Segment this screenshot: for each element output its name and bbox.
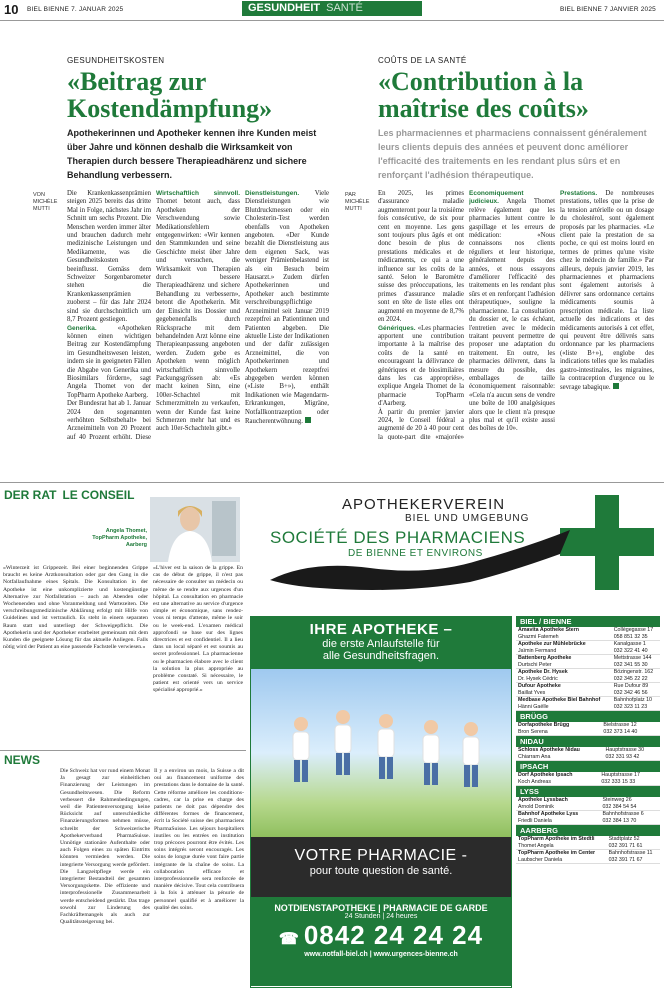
ad-hours: 24 Stunden | 24 heures: [344, 913, 418, 920]
pharmacy-phone[interactable]: 032 322 41 40: [613, 647, 648, 654]
pharmacy-phone[interactable]: 058 851 32 35: [613, 633, 648, 640]
pharmacy-name: TopPharm Apotheke im Center: [518, 850, 596, 856]
article-de-title-line2: Kostendämpfung»: [67, 94, 273, 123]
pharmacy-contact-cell: [607, 850, 660, 864]
pharmacy-table: [516, 836, 660, 864]
pharmacy-contact-cell: [607, 836, 660, 850]
article-de-col3b: Viele Dienstleistungen wie Blutdruckmessen oder ein Cholesterin-Test werden ebenfalls von Apotheken angeboten. «Der Kunde bezahlt die Dienstleistung aus dem eigenen Sack, was weniger Prämienbelastend ist als ein Besuch beim Hausarzt.» Zudem dürfen Apothekerinnen und Apotheker auch bestimmte verschreibungspflichtige Arzneimittel seit Januar 2019 rezeptfrei an Patientinnen und Patienten abgeben. Die aktuelle Liste der Indikationen und der dafür zulässigen Arzneimittel, die von Apothekerinnen und Apothekern rezeptfrei abgegeben werden können («Liste B+»), enthält Indikationen wie Magendarm-Erkrankungen, Migräne, Notfallkontrazeption oder Raucherentwöhnung.: [245, 190, 329, 425]
pharmacy-address: Mettstrasse 144: [613, 655, 652, 661]
pharmacy-phone[interactable]: 032 342 46 56: [613, 689, 648, 696]
pharmacy-phone[interactable]: 032 384 13 70: [602, 817, 637, 824]
pharmacy-row[interactable]: [516, 683, 660, 697]
pharmacy-address: Stadtplatz 52: [608, 836, 640, 842]
pharmacy-table: [516, 772, 660, 786]
article-fr-sub1: Génériques.: [378, 324, 416, 332]
pharmacy-phone[interactable]: 032 323 11 23: [613, 703, 648, 710]
logo-line2: BIEL UND UMGEBUNG: [405, 513, 530, 524]
pharmacist-name: Chiarram Ana: [518, 753, 551, 760]
pharmacy-contact-cell: [601, 722, 660, 736]
header-right-info: BIEL BIENNE 7 JANVIER 2025: [560, 6, 656, 13]
pharmacy-contact-cell: [612, 655, 660, 669]
pharmacist-name: Friedli Daniela: [518, 817, 552, 824]
page-header: [0, 0, 664, 21]
article-de-byline: VON MICHÈLE MUTTI: [33, 192, 58, 212]
article-fr-col2: [469, 190, 555, 440]
article-fr-title: [378, 68, 648, 122]
pharmacy-name: TopPharm Apotheke im Stedtli: [518, 836, 595, 842]
pharmacy-phone[interactable]: 032 384 54 54: [602, 803, 637, 810]
ad-header-fr: [251, 837, 511, 897]
pharmacy-name: Dorfapotheke Brügg: [518, 722, 570, 728]
region-header: NIDAU: [516, 736, 660, 747]
article-de-col1-text: Die Krankenkassenprämien steigen 2025 bereits das dritte Mal in Folge, nächstes Jahr im Schnitt um sechs Prozent. Die Menschen werden immer älter und brauchen dadurch mehr medizinische Leistungen und Medikamente, was die Gesundheitskosten beeinflusst. Gemäss dem Schweizer Sorgenbarometer stehen die Krankenkassenprämien zuoberst – für das Jahr 2024 sind sie durchschnittlich um 8,7 Prozent gestiegen.: [67, 190, 151, 324]
pharmacy-row[interactable]: [516, 669, 660, 683]
pharmacy-name: Bahnhof Apotheke Lyss: [518, 811, 579, 817]
pharmacy-name-cell: [516, 669, 612, 683]
pharmacy-name: Schloss Apotheke Nidau: [518, 747, 580, 753]
pharmacist-name: Bron Serena: [518, 728, 548, 735]
pharmacy-row[interactable]: [516, 850, 660, 864]
pharmacy-name-cell: [516, 641, 612, 655]
pharmacist-name: Hänni Gaëlle: [518, 703, 549, 710]
article-de-col3: [245, 190, 329, 440]
kids-jumping-image: [251, 669, 511, 837]
pharmacy-contact-cell: [612, 641, 660, 655]
pharmacist-name: Jaïmin Fermand: [518, 647, 557, 654]
article-fr-col3: [560, 190, 654, 440]
phone-icon: ☎: [278, 931, 300, 948]
pharmacy-name-cell: [516, 627, 612, 641]
pharmacy-name-cell: [516, 811, 600, 825]
pharmacy-table: [516, 627, 660, 711]
divider: [0, 482, 664, 483]
article-de-col2b: Thomet betont auch, dass Apotheken der Verschwendung sowie Medikationsfehlern entgegenwirken: «Wir kennen den Stammkunden und seine Geschichte meist über Jahre und versuchen, die Wirksamkeit von Therapien durch bessere Therapieadhärenz und sichere Behandlung zu verbessern», betont die Apothekerin. Mit der Einsicht ins Dossier und gegebenenfalls durch Rücksprache mit dem behandelnden Arzt könne eine Therapieanpassung angeboten werden. Zudem gebe es Apotheken wenn möglich wirtschaftlich sinnvolle Packungsgrössen ab: «Es macht keinen Sinn, eine 100er-Schachtel mit Schmerzmitteln zu verkaufen, wenn der Kunde fast keine Schmerzen mehr hat und es auch 10er-Schachteln gibt.»: [156, 198, 240, 433]
pharmacy-contact-cell: [612, 683, 660, 697]
region-header: IPSACH: [516, 761, 660, 772]
ad-phone-row: [251, 920, 511, 951]
pharmacy-name: Medbase Apotheke Biel Bahnhof: [518, 697, 601, 703]
caption-name: Angela Thomet,: [105, 528, 147, 534]
pharmacy-row[interactable]: [516, 797, 660, 811]
region-header: LYSS: [516, 786, 660, 797]
article-fr-col1c: À partir du premier janvier 2024, le Conseil fédéral a augmenté de 20 à 40 pour cent la quote-part dite «majorée»: [378, 408, 464, 440]
pharmacy-contact-cell: [603, 747, 660, 761]
region-header: BRÜGG: [516, 711, 660, 722]
pharmacy-name-cell: [516, 697, 612, 711]
article-de-col1c: Der Bundesrat hat ab 1. Januar 2024 den sogenannten «erhöhten Selbstbehalt» bei Arzneimitteln von 20 Prozent auf 40 Prozent erhöht. Diese: [67, 400, 151, 440]
divider: [0, 750, 246, 751]
pharmacy-name: Apotheke Lyssbach: [518, 797, 568, 803]
pharmacy-address: Bözingenstr. 162: [613, 669, 654, 675]
pharmacy-phone[interactable]: 032 391 71 67: [608, 856, 643, 863]
ad-headline-de2: die erste Anlaufstelle für: [322, 638, 440, 650]
news-title: NEWS: [4, 753, 40, 767]
pharmacy-name-cell: [516, 722, 601, 736]
ad-emergency-block: [251, 897, 511, 986]
pharmacy-name-cell: [516, 850, 607, 864]
pharmacy-name: Apotheke zur Mühlebrücke: [518, 641, 586, 647]
article-de-sub1: Generika.: [67, 324, 97, 332]
pharmacy-row[interactable]: [516, 627, 660, 641]
pharmacist-photo: [150, 497, 240, 562]
pharmacist-name: Thomet Angela: [518, 842, 554, 849]
pharmacy-address: Hauptstrasse 30: [605, 747, 645, 753]
article-de-sub2: Wirtschaftlich sinnvoll.: [156, 190, 240, 197]
ad-photo: [251, 669, 511, 837]
pharmacist-name: Koch Andreas: [518, 778, 551, 785]
pharmacy-phone[interactable]: 032 391 71 61: [608, 842, 643, 849]
ad-header-de: [251, 617, 511, 669]
pharmacy-table: [516, 797, 660, 825]
pharmacy-row[interactable]: [516, 641, 660, 655]
pharmacy-list: [516, 616, 660, 988]
pharmacy-ad: [250, 616, 512, 988]
pharmacy-name-cell: [516, 836, 607, 850]
ad-notdienst: NOTDIENSTAPOTHEKE | PHARMACIE DE GARDE: [274, 903, 488, 913]
article-de-col1b: «Apotheken können einen wichtigen Beitrag zur Kostendämpfung im Gesundheitswesen leisten, indem sie in geeigneten Fällen die Abgabe von Generika und Biosimilars fördern», sagt Angela Thomet von der TopPharm Apotheke Aarberg.: [67, 324, 151, 399]
news-text-de: Die Schweiz hat vor rund einem Monat Ja gesagt zur einheitlichen Finanzierung der Leistungen im Gesundheitswesen. Die Reform verbessert die Rahmenbedingungen, weil die Patientenversorgung keine Rücksicht auf unterschiedliche Finanzierungsformen nehmen müsse, schreibt der Schweizerische Apothekerverband PharmaSuisse. Unnötige stationäre Aufenthalte oder auch Folgen eines zu späten Eintritts könnten vermieden werden. Die integrierte Versorgung werde gefördert. Die Langzeitpflege werde ein integrierter Bestandteil der gesamten Versorgungskette. Die effiziente und interprofessionelle Zusammenarbeit werde entscheidend gestärkt. Das trage sowohl zur Linderung des Fachkräftemangels als auch zur Qualitätssteigerung bei.: [60, 768, 150, 926]
pharmacy-name: Dufour Apotheke: [518, 683, 561, 689]
pharmacy-name-cell: [516, 797, 600, 811]
pharmacy-table: [516, 722, 660, 736]
pharmacy-address: Bahnhofstrasse 11: [608, 850, 653, 856]
caption-pharmacy: TopPharm Apotheke,: [92, 535, 147, 541]
pharmacy-address: Bahnhofplatz 10: [613, 697, 653, 703]
pharmacy-name-cell: [516, 747, 603, 761]
pharmacy-contact-cell: [599, 772, 660, 786]
section-fr: SANTÉ: [326, 2, 363, 14]
pharmacy-row[interactable]: [516, 811, 660, 825]
logo-line3: SOCIÉTÉ DES PHARMACIENS: [270, 528, 526, 547]
article-fr-lead: Les pharmaciennes et pharmaciens connaissent généralement leurs clients depuis des années et peuvent donc améliorer l'efficacité des traitements en les rendant plus sûrs et en renforçant l'adhésion thérapeutique.: [378, 128, 647, 180]
pharmacy-phone[interactable]: 032 341 55 30: [613, 661, 648, 668]
ad-headline-de1: IHRE APOTHEKE –: [309, 621, 453, 638]
pharmacy-name-cell: [516, 772, 599, 786]
article-fr-sub2: Économiquement judicieux.: [469, 190, 524, 206]
pharmacy-name: Apotheke Dr. Hysek: [518, 669, 568, 675]
article-de-col1: [67, 190, 151, 440]
section-banner: [242, 1, 422, 16]
pharmacy-contact-cell: [612, 627, 660, 641]
pharmacy-name: Dorf Apotheke Ipsach: [518, 772, 573, 778]
news-text-fr: Il y a environ un mois, la Suisse a dit oui au financement uniforme des prestations dans le domaine de la santé. Cette réforme améliore les conditions-cadres, car la prise en charge des patients ne doit pas dépendre des différentes formes de financement, écrit la Société suisse des pharmaciens PharmaSuisse. Les séjours hospitaliers inutiles ou les entrées en institution trop précoces pourront être évités. Les soins intégrés seront encouragés. Les soins de longue durée vont faire partie intégrante de la chaîne de soins. La collaboration efficace et interprofessionnelle sera renforcée de manière décisive. Tout cela contribuera à la fois à atténuer la pénurie de personnel qualifié et à améliorer la qualité des soins.: [154, 768, 244, 911]
article-fr-title-line1: «Contribution à la: [378, 67, 584, 96]
article-de-kicker: GESUNDHEITSKOSTEN: [67, 56, 165, 65]
pharmacy-address: Hauptstrasse 17: [601, 772, 640, 778]
pharmacy-row[interactable]: [516, 655, 660, 669]
caption-town: Aarberg: [125, 542, 147, 548]
pharmacist-name: Baillat Yves: [518, 689, 546, 696]
pharmacy-row[interactable]: [516, 697, 660, 711]
ad-headline-fr1: VOTRE PHARMACIE -: [294, 847, 468, 864]
pharmacy-row[interactable]: [516, 836, 660, 850]
header-left-info: BIEL BIENNE 7. JANUAR 2025: [27, 6, 124, 13]
pharmacy-table: [516, 747, 660, 761]
article-de-lead: Apothekerinnen und Apotheker kennen ihre Kunden meist über Jahre und können deshalb die Wirksamkeit von Therapien durch bessere Therapieadhärenz und sichere Behandlung verbessern.: [67, 128, 317, 180]
pharmacist-name: Ghazmi Fatemeh: [518, 633, 559, 640]
logo-line4: DE BIENNE ET ENVIRONS: [348, 548, 483, 559]
association-logo: [250, 490, 660, 600]
region-header: BIEL / BIENNE: [516, 616, 660, 627]
end-mark: [613, 383, 619, 389]
pharmacist-photo-svg: [150, 497, 240, 562]
pharmacy-phone[interactable]: 032 333 15 33: [601, 778, 636, 785]
article-de-title: [67, 68, 327, 122]
article-de-col2: [156, 190, 240, 440]
article-fr-col2b: Angela Thomet relève également que les pharmacies luttent contre le gaspillage et les erreurs de médication: «Nous connaissons nos clients réguliers et leur historique, généralement depuis des années, et nous essayons d'améliorer l'efficacité des traitements en les rendant plus sûrs et en renforçant l'adhésion thérapeutique», souligne la pharmacienne. La consultation du dossier et, le cas échéant, l'entretien avec le médecin traitant peuvent permettre de proposer une adaptation du traitement. En outre, les pharmacies délivrent, dans la mesure du possible, des emballages de taille économiquement raisonnable: «Cela n'a aucun sens de vendre une boîte de 100 analgésiques alors que le client n'a presque plus mal et qu'il existe aussi des boîtes de 10».: [469, 198, 555, 433]
rat-title-de: DER RAT: [4, 488, 57, 502]
article-fr-col1b: «Les pharmacies apportent une contribution importante à la maîtrise des coûts de la santé en encourageant la délivrance de génériques et de biosimilaires dans les cas appropriés», explique Angela Thomet de la pharmacie TopPharm d'Aarberg.: [378, 324, 464, 408]
article-fr-sub3: Prestations.: [560, 190, 598, 197]
page-number: 10: [4, 2, 19, 17]
rat-text-fr: «L'hiver est la saison de la grippe. En cas de début de grippe, il n'est pas nécessaire de consulter un médecin ou même de se rendre aux urgences d'un hôpital. La consultation en pharmacie est une alternative au service d'urgence simple et économique, sans rendez-vous ni temps d'attente, même le soir ou le week-end. L'examen médical approfondi se base sur des lignes directrices et est confidentiel. Il a lieu dans un local séparé et est soumis au secret professionnel. La pharmacienne ou le pharmacien élabore avec le client la solution la plus appropriée au problème constaté. Si nécessaire, le patient est orienté vers un service spécialisé approprié.»: [153, 565, 243, 694]
pharmacist-name: Durtschi Peter: [518, 661, 552, 668]
pharmacy-name-cell: [516, 683, 612, 697]
pharmacy-contact-cell: [612, 669, 660, 683]
pharmacy-phone[interactable]: 032 331 93 42: [605, 753, 640, 760]
rat-title: [4, 488, 134, 502]
pharmacist-name: Arnold Dominik: [518, 803, 554, 810]
ad-headline-de3: alle Gesundheitsfragen.: [322, 650, 440, 662]
pharmacy-address: Bielstrasse 12: [603, 722, 637, 728]
rat-photo-caption: [35, 528, 147, 549]
pharmacy-name-cell: [516, 655, 612, 669]
ad-phone[interactable]: 0842 24 24 24: [303, 920, 484, 950]
pharmacy-phone[interactable]: 032 345 22 22: [613, 675, 648, 682]
pharmacy-contact-cell: [612, 697, 660, 711]
article-de-title-line1: «Beitrag zur: [67, 67, 207, 96]
pharmacy-address: Steinweg 26: [602, 797, 632, 803]
pharmacy-row[interactable]: [516, 747, 660, 761]
pharmacy-contact-cell: [600, 811, 660, 825]
pharmacy-address: Collègegasse 17: [613, 627, 654, 633]
article-fr-col3b: De nombreuses prestations, telles que la prise de la tension artérielle ou un dosage du cholestérol, sont également proposés par les pharmacies. «Le client paie la prestation de sa poche, ce qui est moins lourd en termes de primes qu'une visite chez le médecin de famille.» Par ailleurs, depuis janvier 2019, les pharmaciennes et pharmaciens sont également autorisés à délivrer sans ordonnance certains médicaments soumis à prescription médicale. La liste actuelle des indications et des médicaments autorisés à cet effet, qui peuvent être délivrés sans ordonnance par les pharmaciens («liste B+»), englobe des indications telles que les maladies gastro-intestinales, les migraines, la contraception d'urgence ou le sevrage tabagique.: [560, 190, 654, 392]
article-fr-byline: PAR MICHÈLE MUTTI: [345, 192, 370, 212]
logo-line1: APOTHEKERVEREIN: [342, 496, 506, 513]
pharmacy-row[interactable]: [516, 722, 660, 736]
pharmacist-name: Laubscher Daniela: [518, 856, 563, 863]
rat-text-de: «Winterzeit ist Grippezeit. Bei einer beginnenden Grippe braucht es keine Arztkonsultation oder gar den Gang in die Notfallaufnahme eines Spitals. Die Konsultation in der Apotheke ist eine unkomplizierte und kostengünstige Alternative zur Notfallstation – auch an Abenden oder Wochenenden und ohne Voranmeldung und Wartezeiten. Die verschreibungsmedizinische Abklärung erfolgt mit Hilfe von Guidelines und ist vertraulich. Es steht in einem separaten Raum statt und unterliegt der Schweigepflicht. Die Apothekerin und der Apotheker erarbeitet gemeinsam mit dem Kunden die geeignete Lösung für das aktuelle Anliegen. Falls nötig wird der Patient an eine passende Fachstelle verwiesen.»: [3, 565, 148, 651]
article-de-sub3: Dienstleistungen.: [245, 190, 300, 197]
end-mark: [305, 417, 311, 423]
ad-headline-fr2: pour toute question de santé.: [309, 865, 453, 877]
article-fr-title-line2: maîtrise des coûts»: [378, 94, 589, 123]
pharmacist-name: Dr. Hysek Cédric: [518, 675, 558, 682]
pharmacy-row[interactable]: [516, 772, 660, 786]
pharmacy-name: Amavita Apotheke Stern: [518, 627, 580, 633]
article-fr-col1-text: En 2025, les primes d'assurance maladie augmenteront pour la troisième fois consécutive, de six pour cent en moyenne. Les gens sont toujours plus âgés et ont donc besoin de plus de prestations médicales et de médicaments, ce qui a une influence sur les coûts de la santé. Selon le Baromètre suisse des préoccupations, les primes d'assurance maladie sont en tête de liste elles ont augmenté en moyenne de 8,7% en 2024.: [378, 190, 464, 324]
pharmacy-address: Bahnhofstrasse 6: [602, 811, 644, 817]
section-de: GESUNDHEIT: [248, 2, 321, 14]
pharmacy-phone[interactable]: 032 373 14 40: [603, 728, 638, 735]
region-header: AARBERG: [516, 825, 660, 836]
pharmacy-address: Kanalgasse 1: [613, 641, 646, 647]
article-fr-col1: [378, 190, 464, 440]
article-fr-kicker: COÛTS DE LA SANTÉ: [378, 56, 467, 65]
pharmacy-name: Battenberg Apotheke: [518, 655, 572, 661]
rat-title-fr: LE CONSEIL: [62, 488, 135, 502]
ad-urls[interactable]: www.notfall-biel.ch | www.urgences-bienne.ch: [304, 951, 458, 958]
pharmacy-address: Rue Dufour 89: [613, 683, 649, 689]
pharmacy-contact-cell: [600, 797, 660, 811]
